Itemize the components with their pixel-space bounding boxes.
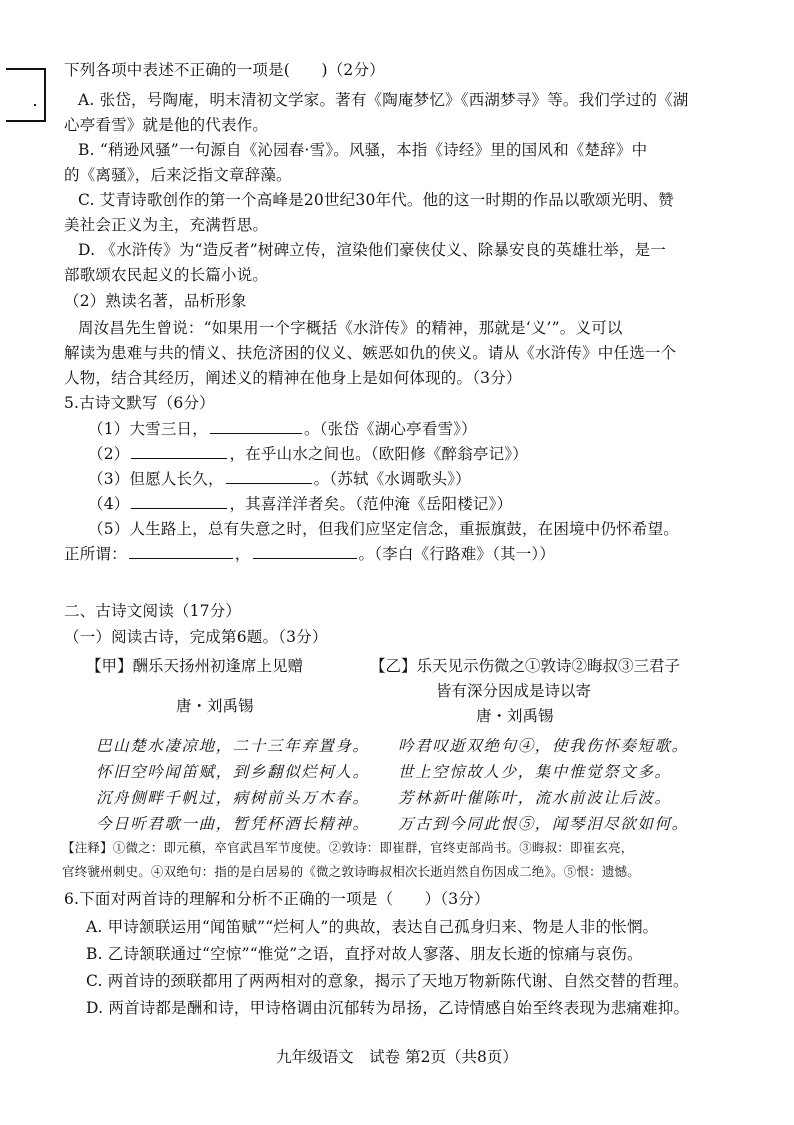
poem-jia-line: 巴山楚水凄凉地，二十三年弃置身。 [96, 737, 370, 755]
poem-jia-author: 唐・刘禹锡 [176, 697, 254, 715]
poem-yi-author: 唐・刘禹锡 [476, 707, 554, 725]
poem-yi-line: 吟君叹逝双绝句④，使我伤怀奏短歌。 [398, 737, 689, 755]
section2-subheading: （一）阅读古诗，完成第6题。（3分） [64, 628, 328, 646]
poem-jia-line: 怀旧空吟闻笛赋，到乡翻似烂柯人。 [96, 763, 370, 781]
q4-option-c-line2: 美社会正义为主，充满哲思。 [64, 216, 269, 234]
poem-yi-title-line2: 皆有深分因成是诗以寄 [436, 682, 592, 700]
answer-blank[interactable] [253, 544, 357, 559]
q4-part2-para-line3: 人物，结合其经历，阐述义的精神在他身上是如何体现的。（3分） [64, 369, 522, 387]
q4-part2-para-line1: 周汝昌先生曾说：“如果用一个字概括《水浒传》的精神，那就是‘义’”。义可以 [78, 319, 623, 337]
poem-jia-line: 沉舟侧畔千帆过，病树前头万木春。 [96, 789, 370, 807]
q5-item-4: （4） ，其喜洋洋者矣。（范仲淹《岳阳楼记》） [88, 495, 513, 513]
q4-option-b-line2: 的《离骚》，后来泛指文章辞藻。 [64, 166, 292, 184]
notes-line2: 官终虢州刺史。④双绝句：指的是白居易的《微之敦诗晦叔相次长逝岿然自伤因成二绝》。⑤恨：遗憾。 [62, 864, 640, 879]
answer-blank[interactable] [131, 444, 227, 459]
poem-jia-line: 今日听君歌一曲，暂凭杯酒长精神。 [96, 815, 370, 833]
q4-option-a-line1: A. 张岱，号陶庵，明末清初文学家。著有《陶庵梦忆》《西湖梦寻》等。我们学过的《湖 [78, 91, 689, 109]
notes-line1: 【注释】①微之：即元稹，卒官武昌军节度使。②敦诗：即崔群，官终吏部尚书。③晦叔：即崔玄亮， [62, 840, 634, 855]
poem-yi-line: 芳林新叶催陈叶，流水前波让后波。 [398, 789, 672, 807]
answer-blank[interactable] [226, 469, 312, 484]
q6-option-d: D. 两首诗都是酬和诗，甲诗格调由沉郁转为昂扬，乙诗情感自始至终表现为悲痛难抑。 [86, 999, 690, 1017]
q4-option-d-line1: D. 《水浒传》为“造反者”树碑立传，渲染他们豪侠仗义、除暴安良的英雄壮举，是一 [78, 241, 667, 259]
page-footer: 九年级语文 试卷 第2页（共8页） [276, 1048, 518, 1066]
q4-part2-para-line2: 解读为患难与共的情义、扶危济困的仪义、嫉恶如仇的侠义。请从《水浒传》中任选一个 [64, 344, 677, 362]
q4-option-d-line2: 部歌颂农民起义的长篇小说。 [64, 266, 269, 284]
answer-blank[interactable] [210, 419, 302, 434]
q5-item-3: （3）但愿人长久， 。（苏轼《水调歌头》） [88, 470, 471, 488]
q6-option-a: A. 甲诗颔联运用“闻笛赋”“烂柯人”的典故，表达自己孤身归来、物是人非的怅惘。 [86, 918, 659, 936]
section2-heading: 二、古诗文阅读（17分） [64, 602, 242, 620]
q4-option-b-line1: B. “稍逊风骚”一句源自《沁园春·雪》。风骚，本指《诗经》里的国风和《楚辞》中 [78, 141, 648, 159]
answer-blank[interactable] [131, 494, 227, 509]
q6-stem: 6.下面对两首诗的理解和分析不正确的一项是（ ）（3分） [64, 890, 490, 908]
q4-stem: 下列各项中表述不正确的一项是( )（2分） [64, 61, 385, 79]
q5-heading: 5.古诗文默写（6分） [64, 394, 215, 412]
poem-yi-line: 世上空惊故人少，集中惟觉祭文多。 [398, 763, 672, 781]
poem-yi-line: 万古到今同此恨⑤，闻琴泪尽欲如何。 [398, 815, 689, 833]
q4-option-c-line1: C. 艾青诗歌创作的第一个高峰是20世纪30年代。他的这一时期的作品以歌颂光明、赞 [78, 191, 674, 209]
q6-option-b: B. 乙诗颔联通过“空惊”“惟觉”之语，直抒对故人寥落、朋友长逝的惊痛与哀伤。 [86, 945, 643, 963]
binding-bracket [6, 68, 46, 122]
q5-item-5: （5）人生路上，总有失意之时，但我们应坚定信念，重振旗鼓，在困境中仍怀希望。 [88, 520, 679, 538]
answer-blank[interactable] [129, 544, 233, 559]
q5-item-5-answer: 正所谓： ， 。（李白《行路难》（其一）） [64, 545, 556, 563]
q4-part2-heading: （2）熟读名著，品析形象 [64, 292, 247, 310]
q6-option-c: C. 两首诗的颈联都用了两两相对的意象，揭示了天地万物新陈代谢、自然交替的哲理。 [86, 972, 689, 990]
q5-item-2: （2） ，在乎山水之间也。（欧阳修《醉翁亭记》） [88, 445, 528, 463]
q5-item-1: （1）大雪三日， 。（张岱《湖心亭看雪》） [88, 420, 477, 438]
poem-yi-title-line1: 【乙】乐天见示伤微之①敦诗②晦叔③三君子 [370, 657, 681, 675]
q4-option-a-line2: 心亭看雪》就是他的代表作。 [64, 116, 269, 134]
poem-jia-title: 【甲】酬乐天扬州初逢席上见赠 [86, 657, 304, 675]
